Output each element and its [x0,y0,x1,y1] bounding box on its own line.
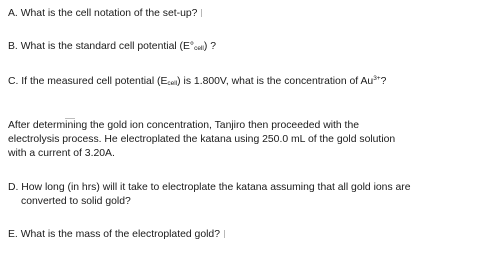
paragraph-line-2: electrolysis process. He electroplated the katana using 250.0 mL of the gold solution [8,134,396,145]
question-e [8,228,225,241]
question-e-text: E. What is the mass of the electroplated gold? [8,229,220,240]
question-c [8,72,386,90]
text-cursor-mark [224,230,225,238]
question-d-line-2: converted to solid gold? [21,196,131,207]
text-cursor-mark [201,9,202,17]
question-c-text-post: ? [380,76,387,87]
question-d-line-1: D. How long (in hrs) will it take to electroplate the katana assuming that all gold ions are [8,182,411,193]
question-c-subscript: cell [167,80,178,87]
question-c-superscript: 3+ [373,75,381,82]
question-b-text-pre: B. What is the standard cell potential (E° [8,41,195,52]
question-b-subscript: cell [194,45,204,52]
question-c-text-mid: ) is 1.800V, what is the concentration of Au [177,76,374,87]
question-c-text-pre: C. If the measured cell potential (E [8,76,168,87]
question-a [8,7,202,20]
question-b-text-post: ) ? [203,41,216,52]
question-a-text: A. What is the cell notation of the set-up? [8,8,198,19]
question-b [8,40,216,55]
paragraph-line-1: After determining the gold ion concentration, Tanjiro then proceeded with the [8,120,360,131]
paragraph-line-3: with a current of 3.20A. [8,148,115,159]
